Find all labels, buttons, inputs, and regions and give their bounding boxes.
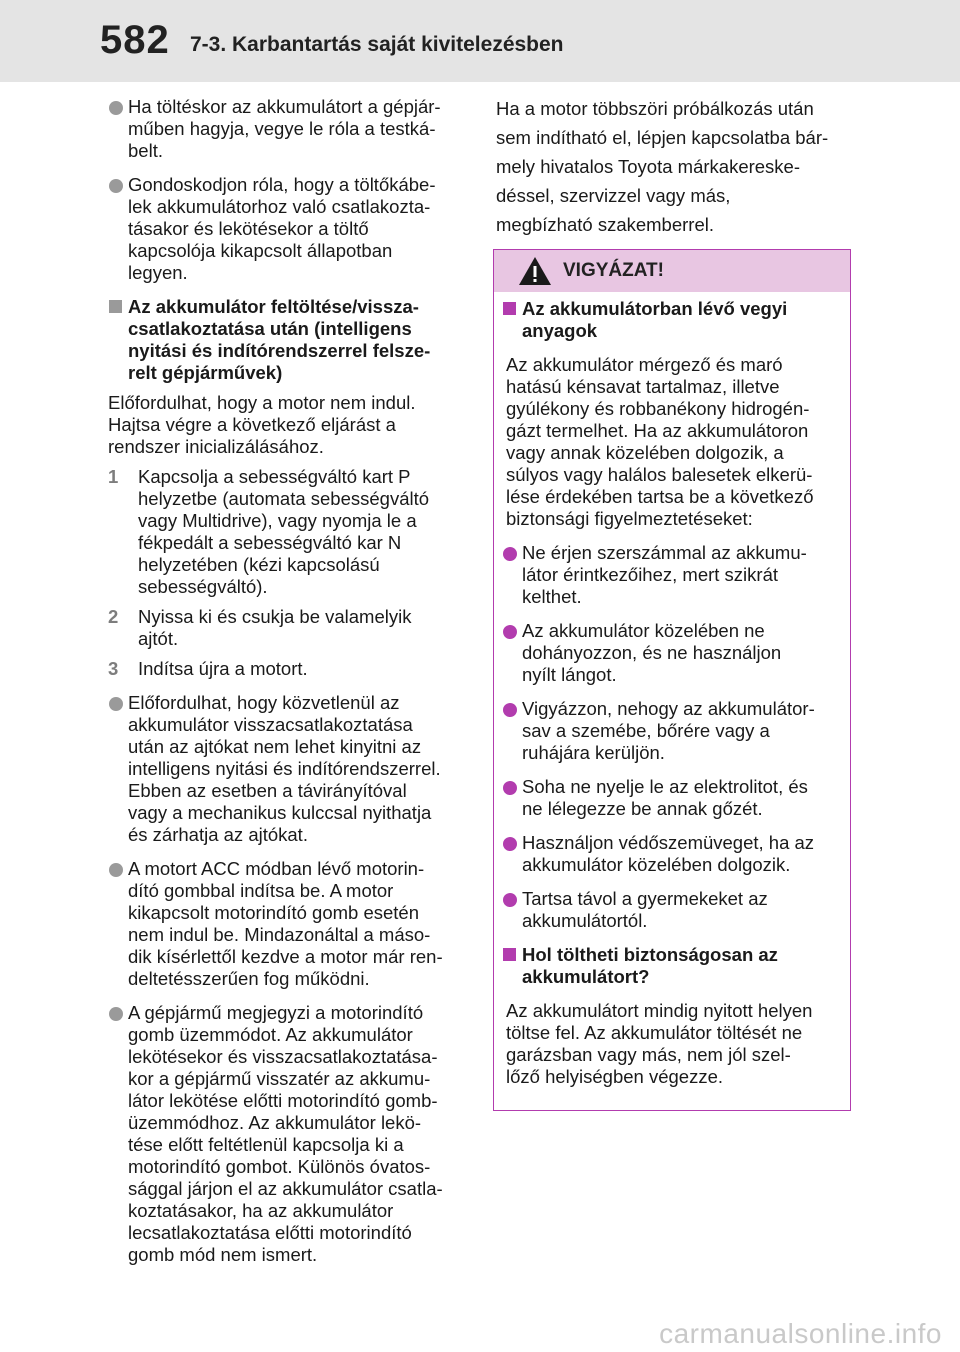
list-item-text: Ne érjen szerszámmal az akkumu- látor érintkezőihez, mert szikrát kelthet. — [522, 542, 807, 607]
square-bullet-icon — [503, 302, 516, 315]
right-intro-paragraph: Ha a motor többszöri próbálkozás után sem indítható el, lépjen kapcsolatba bár- mely hivatalos Toyota márkakereske- déssel, szervizzel vagy más, megbízható szakemberrel. — [496, 98, 829, 235]
warning-body — [506, 298, 838, 1088]
square-bullet-icon — [109, 300, 122, 313]
bullet-icon — [109, 1007, 123, 1021]
warning-header — [494, 250, 850, 292]
warning-label: VIGYÁZAT! — [563, 260, 664, 281]
list-item-text: Gondoskodjon róla, hogy a töltőkábe- lek akkumulátorhoz való csatlakozta- tásakor és lekötésekor a töltő kapcsolója kikapcsolt állapotban legyen. — [128, 174, 436, 283]
section-title: 7-3. Karbantartás saját kivitelezésben — [190, 33, 564, 56]
step-number: 2 — [108, 606, 119, 627]
page-header — [0, 0, 960, 82]
step-text: Nyissa ki és csukja be valamelyik ajtót. — [138, 606, 412, 649]
list-item — [506, 832, 838, 876]
bullet-icon — [503, 625, 517, 639]
bullet-icon — [503, 893, 517, 907]
bullet-icon — [503, 703, 517, 717]
step-number: 3 — [108, 658, 119, 679]
subsection-heading-text: Az akkumulátorban lévő vegyi anyagok — [522, 298, 788, 341]
footer-watermark: carmanualsonline.info — [659, 1318, 942, 1349]
bullet-icon — [109, 697, 123, 711]
subsection-heading-text: Hol töltheti biztonságosan az akkumulátort? — [522, 944, 778, 987]
list-item-text: A motort ACC módban lévő motorin- dító gombbal indítsa be. A motor kikapcsolt motorindító gomb esetén nem indul be. Mindazonáltal a máso- dik kísérlettől kezdve a motor már ren- deltetésszerűen fog működni. — [128, 858, 443, 989]
list-item — [506, 698, 838, 764]
warning-box — [493, 249, 851, 1111]
subsection-heading — [108, 296, 470, 384]
list-item — [108, 96, 470, 162]
list-item-text: Az akkumulátor közelében ne dohányozzon, és ne használjon nyílt lángot. — [522, 620, 782, 685]
list-item — [108, 174, 470, 284]
bullet-icon — [109, 179, 123, 193]
paragraph: Az akkumulátort mindig nyitott helyen töltse fel. Az akkumulátor töltését ne garázsban vagy más, nem jól szel- lőző helyiségben végezze. — [506, 1000, 813, 1087]
subsection-heading — [506, 298, 838, 342]
step-item — [108, 466, 470, 598]
warning-triangle-icon — [518, 256, 552, 286]
list-item-text: Tartsa távol a gyermekeket az akkumulátortól. — [522, 888, 768, 931]
list-item-text: Használjon védőszemüveget, ha az akkumulátor közelében dolgozik. — [522, 832, 815, 875]
list-item — [506, 620, 838, 686]
bullet-icon — [503, 837, 517, 851]
list-item — [108, 1002, 470, 1266]
list-item-text: Vigyázzon, nehogy az akkumulátor- sav a szemébe, bőrére vagy a ruhájára kerüljön. — [522, 698, 815, 763]
subsection-heading — [506, 944, 838, 988]
list-item — [108, 858, 470, 990]
step-text: Kapcsolja a sebességváltó kart P helyzetbe (automata sebességváltó vagy Multidrive), vagy nyomja le a fékpedált a sebességváltó kar N helyzetében (kézi kapcsolású sebességváltó). — [138, 466, 430, 597]
list-item-text: Ha töltéskor az akkumulátort a gépjár- műben hagyja, vegye le róla a testká- belt. — [128, 96, 441, 161]
list-item-text: Előfordulhat, hogy közvetlenül az akkumulátor visszacsatlakoztatása után az ajtókat nem lehet kinyitni az intelligens nyitási és indítórendszerrel. Ebben az esetben a távirányítóval vagy a mechanikus kulccsal nyithatja és zárhatja az ajtókat. — [128, 692, 441, 845]
paragraph: Az akkumulátor mérgező és maró hatású kénsavat tartalmaz, illetve gyúlékony és robbanékony hidrogén- gázt termelhet. Ha az akkumulátoron vagy annak közelében dolgozik, a súlyos vagy halálos balesetek elkerü- lése érdekében tartsa be a következő biztonsági figyelmeztetéseket: — [506, 354, 814, 529]
bullet-icon — [109, 863, 123, 877]
list-item — [506, 542, 838, 608]
subsection-heading-text: Az akkumulátor feltöltése/vissza- csatlakoztatása után (intelligens nyitási és indítórendszerrel felsze- relt gépjárművek) — [128, 296, 431, 383]
bullet-icon — [503, 781, 517, 795]
paragraph: Előfordulhat, hogy a motor nem indul. Hajtsa végre a következő eljárást a rendszer inicializálásához. — [108, 392, 416, 457]
list-item-text: A gépjármű megjegyzi a motorindító gomb üzemmódot. Az akkumulátor lekötésekor és visszacsatlakoztatása- kor a gépjármű visszatér az akkumu- látor lekötése előtti motorindító gomb- üzemmódhoz. Az akkumulátor lekö- tése előtt feltétlenül kapcsolja ki a motorindító gombot. Különös óvatos- sággal járjon el az akkumulátor csatla- koztatásakor, ha az akkumulátor lecsatlakoztatása előtti motorindító gomb mód nem ismert. — [128, 1002, 443, 1265]
bullet-icon — [109, 101, 123, 115]
page-number: 582 — [100, 18, 170, 62]
list-item-text: Soha ne nyelje le az elektrolitot, és ne lélegezze be annak gőzét. — [522, 776, 808, 819]
step-number: 1 — [108, 466, 119, 487]
step-item — [108, 606, 470, 650]
square-bullet-icon — [503, 948, 516, 961]
list-item — [506, 888, 838, 932]
list-item — [506, 776, 838, 820]
list-item — [108, 692, 470, 846]
step-item — [108, 658, 470, 680]
left-column — [108, 96, 470, 1266]
bullet-icon — [503, 547, 517, 561]
step-text: Indítsa újra a motort. — [138, 658, 308, 679]
